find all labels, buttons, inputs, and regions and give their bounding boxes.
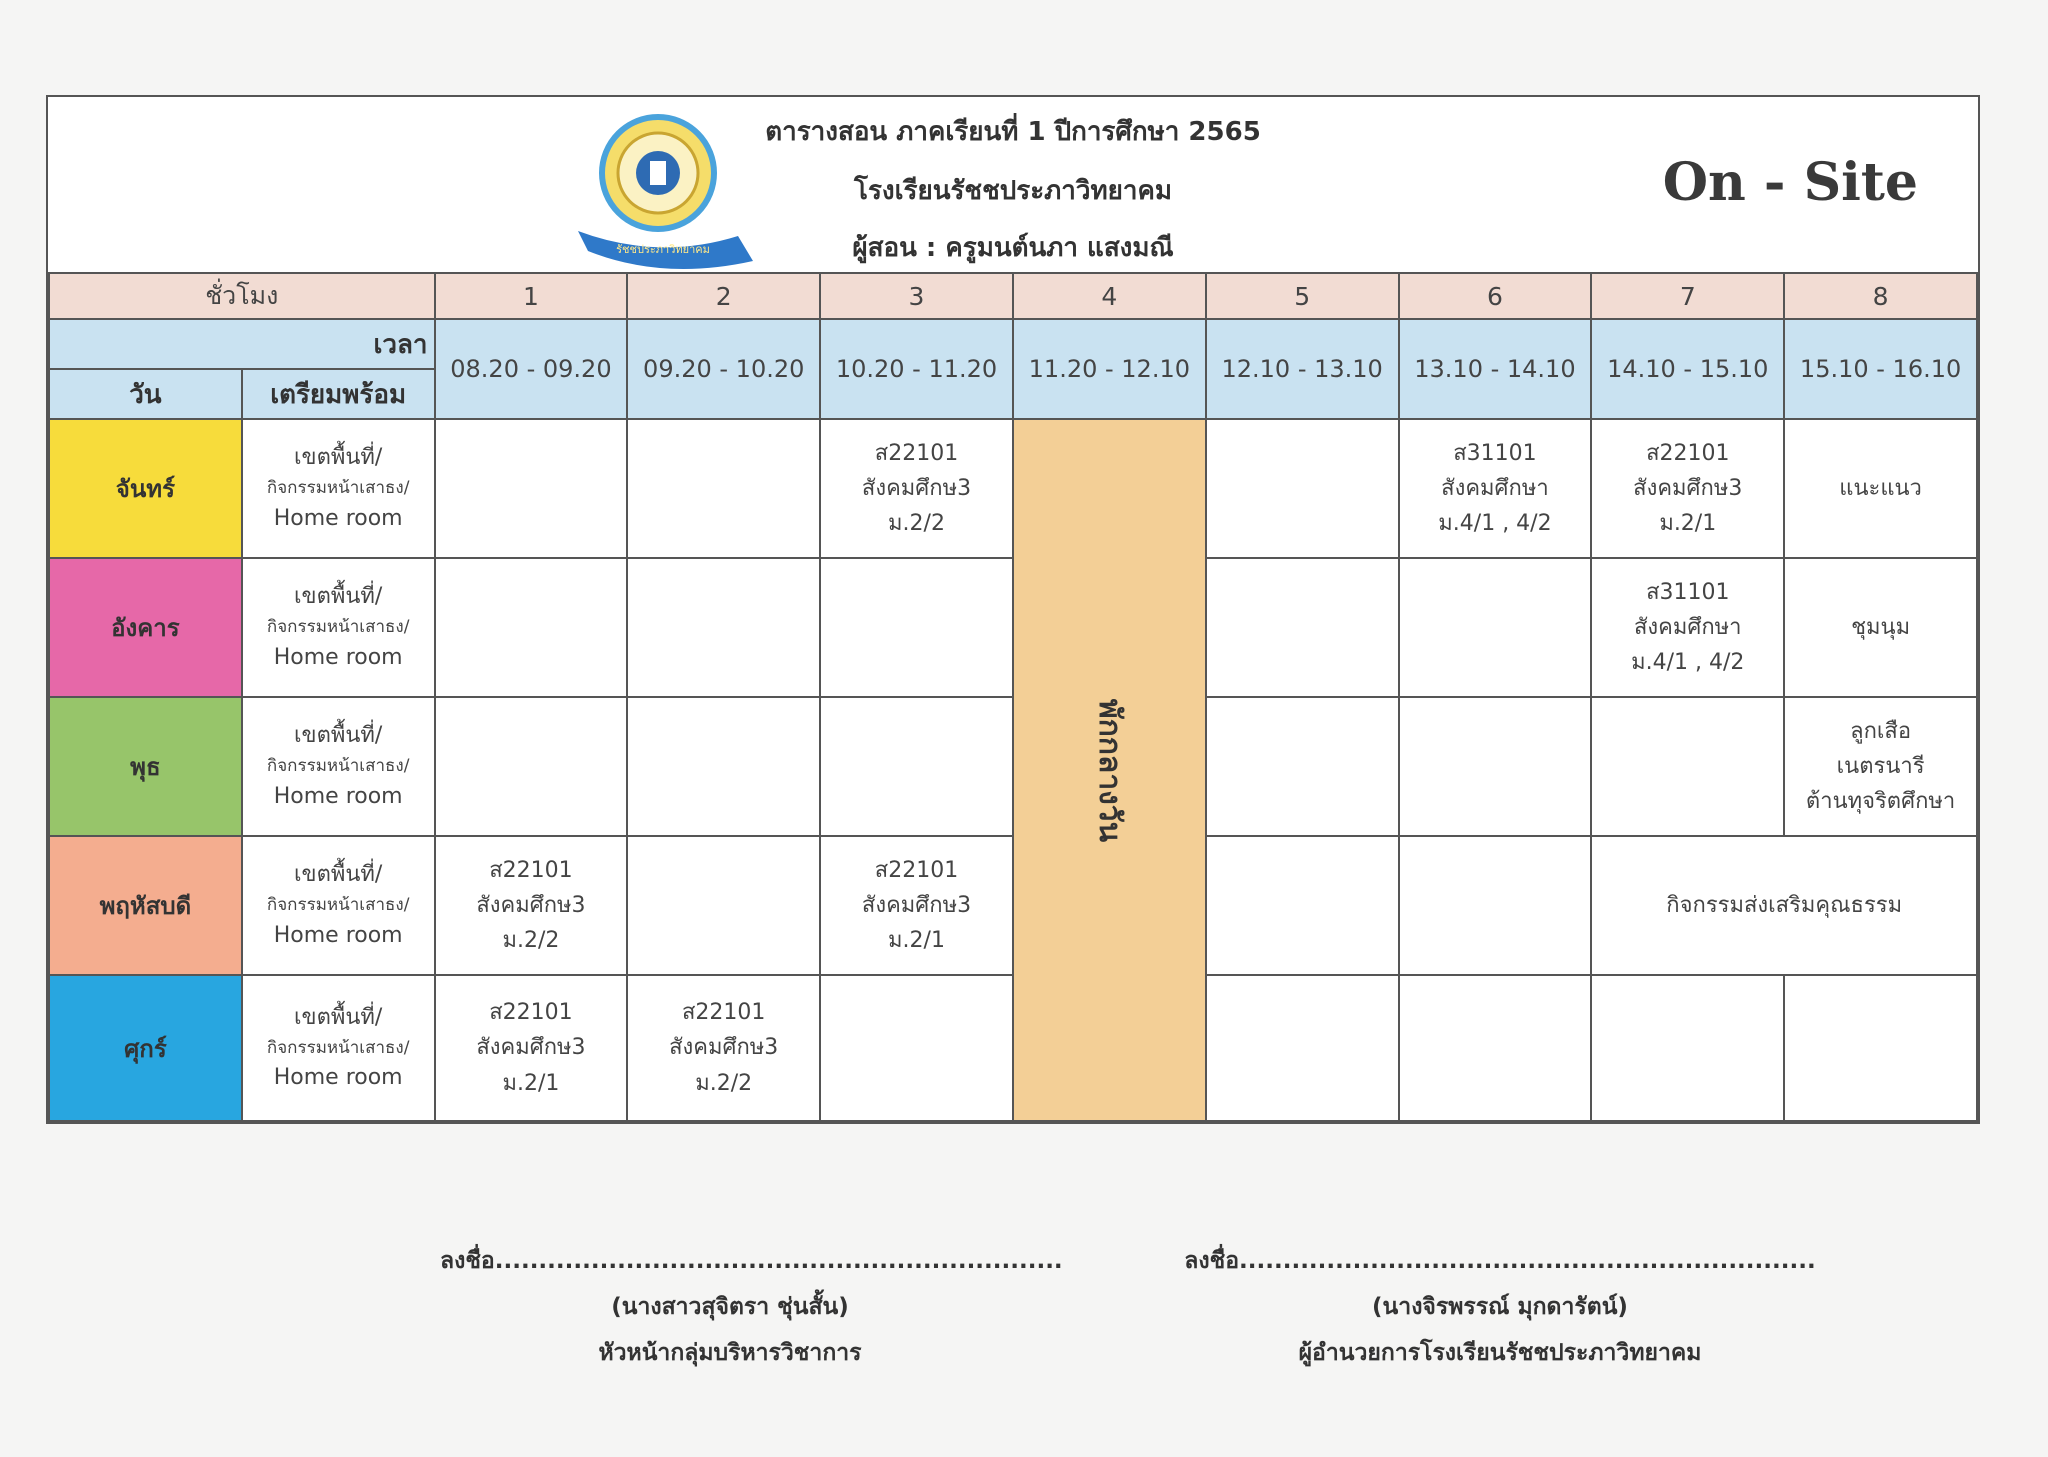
signer-name: (นางจิรพรรณ์ มุกดารัตน์) (1372, 1294, 1628, 1320)
day-monday: จันทร์ (49, 419, 242, 558)
slot-thu-1: ส22101 สังคมศึกษ3 ม.2/2 (435, 836, 628, 975)
lunch-break: พักกลางวัน (1013, 419, 1206, 1121)
time-2: 09.20 - 10.20 (627, 319, 820, 419)
day-friday: ศุกร์ (49, 975, 242, 1121)
time-4: 11.20 - 12.10 (1013, 319, 1206, 419)
slot-wed-5 (1206, 697, 1399, 836)
schedule-frame (46, 95, 1980, 1124)
day-thursday: พฤหัสบดี (49, 836, 242, 975)
time-5: 12.10 - 13.10 (1206, 319, 1399, 419)
svg-text:รัชชประภาวิทยาคม: รัชชประภาวิทยาคม (616, 243, 710, 256)
signature-block-director (1180, 1238, 1820, 1376)
time-1: 08.20 - 09.20 (435, 319, 628, 419)
slot-wed-8: ลูกเสือ เนตรนารี ต้านทุจริตศึกษา (1784, 697, 1977, 836)
title-teacher: ผู้สอน : ครูมนต์นภา แสงมณี (852, 233, 1174, 263)
day-tuesday: อังคาร (49, 558, 242, 697)
slot-mon-2 (627, 419, 820, 558)
prep-cell: เขตพื้นที่/ กิจกรรมหน้าเสาธง/ Home room (242, 836, 435, 975)
timetable (48, 272, 1978, 1122)
title-semester: ตารางสอน ภาคเรียนที่ 1 ปีการศึกษา 2565 (765, 117, 1261, 147)
period-6: 6 (1399, 273, 1592, 319)
time-3: 10.20 - 11.20 (820, 319, 1013, 419)
prep-cell: เขตพื้นที่/ กิจกรรมหน้าเสาธง/ Home room (242, 558, 435, 697)
time-6: 13.10 - 14.10 (1399, 319, 1592, 419)
slot-mon-7: ส22101 สังคมศึกษ3 ม.2/1 (1591, 419, 1784, 558)
slot-thu-6 (1399, 836, 1592, 975)
slot-wed-2 (627, 697, 820, 836)
time-7: 14.10 - 15.10 (1591, 319, 1784, 419)
slot-fri-7 (1591, 975, 1784, 1121)
prep-cell: เขตพื้นที่/ กิจกรรมหน้าเสาธง/ Home room (242, 419, 435, 558)
slot-thu-3: ส22101 สังคมศึกษ3 ม.2/1 (820, 836, 1013, 975)
period-8: 8 (1784, 273, 1977, 319)
slot-thu-7-8: กิจกรรมส่งเสริมคุณธรรม (1591, 836, 1977, 975)
day-wednesday: พุธ (49, 697, 242, 836)
time-label: เวลา (49, 319, 435, 369)
signature-line: ลงชื่อ.................................................................. (1184, 1248, 1816, 1274)
slot-wed-3 (820, 697, 1013, 836)
signer-name: (นางสาวสุจิตรา ชุ่นสั้น) (611, 1294, 849, 1320)
period-3: 3 (820, 273, 1013, 319)
signer-role: หัวหน้ากลุ่มบริหารวิชาการ (598, 1340, 862, 1366)
period-1: 1 (435, 273, 628, 319)
slot-fri-2: ส22101 สังคมศึกษ3 ม.2/2 (627, 975, 820, 1121)
slot-thu-2 (627, 836, 820, 975)
signature-line: ลงชื่อ................................................................. (440, 1248, 1063, 1274)
slot-fri-3 (820, 975, 1013, 1121)
onsite-badge: On - Site (1662, 152, 1918, 213)
prep-cell: เขตพื้นที่/ กิจกรรมหน้าเสาธง/ Home room (242, 697, 435, 836)
slot-mon-6: ส31101 สังคมศึกษา ม.4/1 , 4/2 (1399, 419, 1592, 558)
slot-fri-1: ส22101 สังคมศึกษ3 ม.2/1 (435, 975, 628, 1121)
slot-tue-7: ส31101 สังคมศึกษา ม.4/1 , 4/2 (1591, 558, 1784, 697)
signature-block-academic (440, 1238, 1063, 1376)
slot-wed-1 (435, 697, 628, 836)
slot-mon-3: ส22101 สังคมศึกษ3 ม.2/2 (820, 419, 1013, 558)
period-label: ชั่วโมง (49, 273, 435, 319)
slot-tue-3 (820, 558, 1013, 697)
day-label: วัน (49, 369, 242, 419)
slot-tue-2 (627, 558, 820, 697)
slot-fri-8 (1784, 975, 1977, 1121)
title-school: โรงเรียนรัชชประภาวิทยาคม (853, 176, 1173, 206)
slot-mon-8: แนะแนว (1784, 419, 1977, 558)
slot-mon-5 (1206, 419, 1399, 558)
slot-tue-5 (1206, 558, 1399, 697)
slot-fri-5 (1206, 975, 1399, 1121)
time-8: 15.10 - 16.10 (1784, 319, 1977, 419)
prep-cell: เขตพื้นที่/ กิจกรรมหน้าเสาธง/ Home room (242, 975, 435, 1121)
slot-mon-1 (435, 419, 628, 558)
period-2: 2 (627, 273, 820, 319)
period-5: 5 (1206, 273, 1399, 319)
slot-tue-6 (1399, 558, 1592, 697)
slot-tue-8: ชุมนุม (1784, 558, 1977, 697)
slot-tue-1 (435, 558, 628, 697)
prep-label: เตรียมพร้อม (242, 369, 435, 419)
slot-wed-6 (1399, 697, 1592, 836)
schedule-header (48, 97, 1978, 272)
slot-wed-7 (1591, 697, 1784, 836)
period-4: 4 (1013, 273, 1206, 319)
period-7: 7 (1591, 273, 1784, 319)
slot-thu-5 (1206, 836, 1399, 975)
signer-role: ผู้อำนวยการโรงเรียนรัชชประภาวิทยาคม (1298, 1340, 1702, 1366)
slot-fri-6 (1399, 975, 1592, 1121)
